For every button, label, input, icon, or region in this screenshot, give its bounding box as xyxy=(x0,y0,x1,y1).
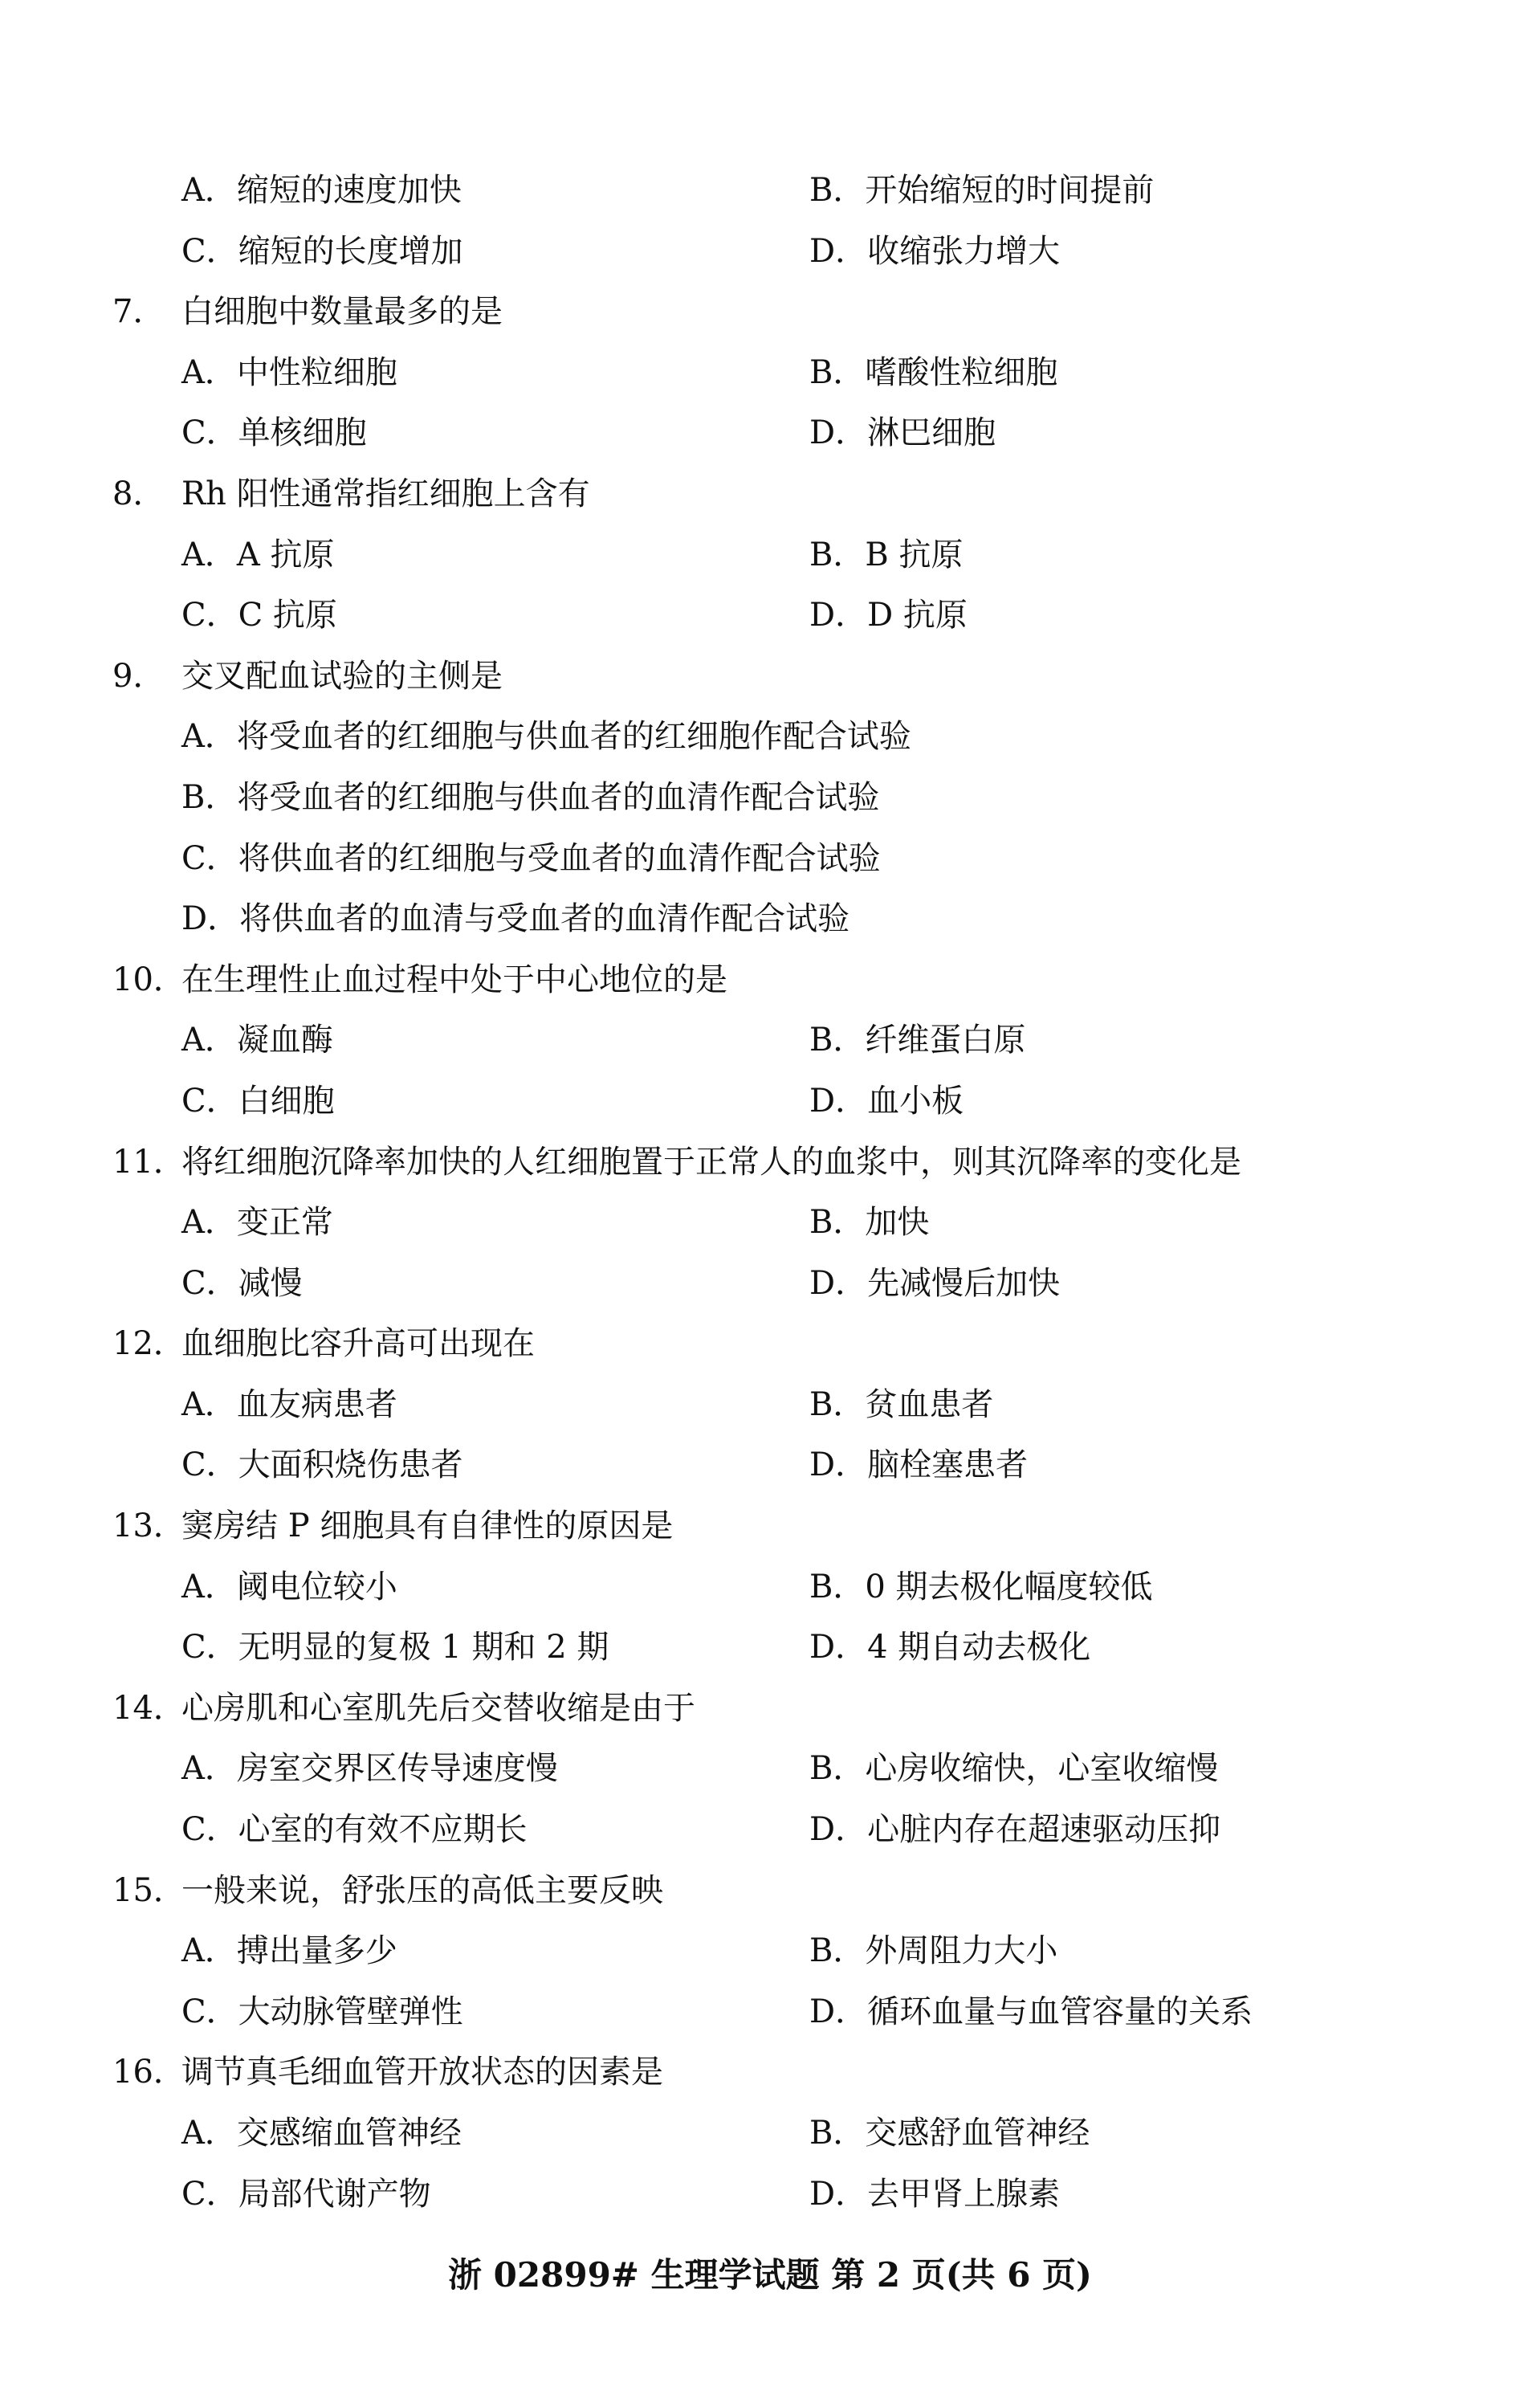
q7-number: 7． xyxy=(112,293,165,331)
q12-option-b: B．贫血患者 xyxy=(809,1385,994,1423)
q8-text: Rh 阳性通常指红细胞上含有 xyxy=(181,475,590,512)
q16-number: 16． xyxy=(112,2054,185,2091)
q12-option-row-1 xyxy=(112,1375,1429,1436)
q12-option-a: A．血友病患者 xyxy=(181,1385,397,1423)
q15-option-c: C．大动脉管壁弹性 xyxy=(181,1993,463,2030)
q14-option-d: D．心脏内存在超速驱动压抑 xyxy=(809,1811,1221,1849)
q16-option-b: B．交感舒血管神经 xyxy=(809,2115,1090,2152)
q15-number: 15． xyxy=(112,1871,185,1909)
q11-option-c: C．减慢 xyxy=(181,1264,303,1302)
q12-option-d: D．脑栓塞患者 xyxy=(809,1446,1029,1484)
q6-option-a: A．缩短的速度加快 xyxy=(181,172,462,209)
q11-stem xyxy=(112,1132,1429,1193)
q15-option-d: D．循环血量与血管容量的关系 xyxy=(809,1993,1253,2030)
q11-option-row-2 xyxy=(112,1254,1429,1315)
q10-text: 在生理性止血过程中处于中心地位的是 xyxy=(181,961,727,998)
q6-option-row-1 xyxy=(112,161,1429,222)
q9-number: 9． xyxy=(112,657,165,695)
q13-option-a: A．阈电位较小 xyxy=(181,1568,397,1605)
q13-option-row-2 xyxy=(112,1618,1429,1679)
q14-number: 14． xyxy=(112,1689,185,1727)
q15-option-b: B．外周阻力大小 xyxy=(809,1932,1058,1970)
question-list xyxy=(112,161,1429,2225)
page-footer: 浙 02899# 生理学试题 第 2 页(共 6 页) xyxy=(448,2255,1092,2295)
q16-stem xyxy=(112,2042,1429,2103)
q9-option-row-a xyxy=(112,707,1429,768)
q8-option-row-1 xyxy=(112,525,1429,586)
q6-option-row-2 xyxy=(112,222,1429,283)
q10-stem xyxy=(112,950,1429,1011)
q13-option-b: B．0 期去极化幅度较低 xyxy=(809,1568,1153,1605)
q9-option-c: C．将供血者的红细胞与受血者的血清作配合试验 xyxy=(181,839,881,877)
q8-option-c: C．C 抗原 xyxy=(181,597,337,634)
q13-text: 窦房结 P 细胞具有自律性的原因是 xyxy=(181,1507,674,1545)
q9-text: 交叉配血试验的主侧是 xyxy=(181,657,503,695)
q16-text: 调节真毛细血管开放状态的因素是 xyxy=(181,2054,663,2091)
q7-option-row-2 xyxy=(112,403,1429,464)
q9-option-a: A．将受血者的红细胞与供血者的红细胞作配合试验 xyxy=(181,718,911,756)
q6-option-b: B．开始缩短的时间提前 xyxy=(809,172,1155,209)
q7-option-d: D．淋巴细胞 xyxy=(809,414,996,452)
q9-option-b: B．将受血者的红细胞与供血者的血清作配合试验 xyxy=(181,778,880,816)
q11-option-row-1 xyxy=(112,1193,1429,1254)
q12-option-row-2 xyxy=(112,1435,1429,1496)
q10-option-c: C．白细胞 xyxy=(181,1082,335,1120)
q12-stem xyxy=(112,1314,1429,1375)
q7-option-b: B．嗜酸性粒细胞 xyxy=(809,353,1058,391)
q13-option-d: D．4 期自动去极化 xyxy=(809,1629,1091,1667)
q11-number: 11． xyxy=(112,1143,185,1181)
q14-option-b: B．心房收缩快，心室收缩慢 xyxy=(809,1750,1219,1788)
q13-stem xyxy=(112,1496,1429,1557)
q10-option-d: D．血小板 xyxy=(809,1082,964,1120)
q15-text: 一般来说，舒张压的高低主要反映 xyxy=(181,1871,663,1909)
q14-stem xyxy=(112,1679,1429,1740)
q15-option-a: A．搏出量多少 xyxy=(181,1932,397,1970)
q9-option-d: D．将供血者的血清与受血者的血清作配合试验 xyxy=(181,900,850,938)
q6-option-d: D．收缩张力增大 xyxy=(809,232,1061,270)
q11-option-a: A．变正常 xyxy=(181,1204,333,1242)
q7-stem xyxy=(112,282,1429,343)
q8-option-b: B．B 抗原 xyxy=(809,536,964,573)
q13-option-c: C．无明显的复极 1 期和 2 期 xyxy=(181,1629,609,1667)
q10-option-b: B．纤维蛋白原 xyxy=(809,1022,1026,1059)
q11-option-d: D．先减慢后加快 xyxy=(809,1264,1061,1302)
q16-option-d: D．去甲肾上腺素 xyxy=(809,2175,1061,2213)
q11-text: 将红细胞沉降率加快的人红细胞置于正常人的血浆中，则其沉降率的变化是 xyxy=(181,1143,1241,1181)
q7-option-c: C．单核细胞 xyxy=(181,414,367,452)
q16-option-row-1 xyxy=(112,2103,1429,2164)
q14-text: 心房肌和心室肌先后交替收缩是由于 xyxy=(181,1689,695,1727)
q15-option-row-2 xyxy=(112,1982,1429,2043)
q7-text: 白细胞中数量最多的是 xyxy=(181,293,503,331)
q12-text: 血细胞比容升高可出现在 xyxy=(181,1325,535,1363)
q15-stem xyxy=(112,1861,1429,1922)
q9-option-row-b xyxy=(112,768,1429,829)
q7-option-row-1 xyxy=(112,343,1429,404)
q14-option-a: A．房室交界区传导速度慢 xyxy=(181,1750,558,1788)
q12-number: 12． xyxy=(112,1325,185,1363)
q15-option-row-1 xyxy=(112,1921,1429,1982)
q13-number: 13． xyxy=(112,1507,185,1545)
q6-option-c: C．缩短的长度增加 xyxy=(181,232,463,270)
q9-stem xyxy=(112,647,1429,708)
q10-option-row-1 xyxy=(112,1010,1429,1071)
q9-option-row-d xyxy=(112,889,1429,950)
q8-option-row-2 xyxy=(112,585,1429,647)
q10-option-row-2 xyxy=(112,1071,1429,1132)
q14-option-row-2 xyxy=(112,1800,1429,1861)
q10-option-a: A．凝血酶 xyxy=(181,1022,333,1059)
q8-option-d: D．D 抗原 xyxy=(809,597,968,634)
q8-stem xyxy=(112,464,1429,525)
q13-option-row-1 xyxy=(112,1557,1429,1618)
q12-option-c: C．大面积烧伤患者 xyxy=(181,1446,463,1484)
q8-option-a: A．A 抗原 xyxy=(181,536,335,573)
q11-option-b: B．加快 xyxy=(809,1204,930,1242)
q14-option-c: C．心室的有效不应期长 xyxy=(181,1811,528,1849)
q16-option-c: C．局部代谢产物 xyxy=(181,2175,431,2213)
q10-number: 10． xyxy=(112,961,185,998)
q8-number: 8． xyxy=(112,475,165,512)
q7-option-a: A．中性粒细胞 xyxy=(181,353,397,391)
q9-option-row-c xyxy=(112,829,1429,890)
q16-option-row-2 xyxy=(112,2164,1429,2225)
q16-option-a: A．交感缩血管神经 xyxy=(181,2115,462,2152)
q14-option-row-1 xyxy=(112,1739,1429,1800)
